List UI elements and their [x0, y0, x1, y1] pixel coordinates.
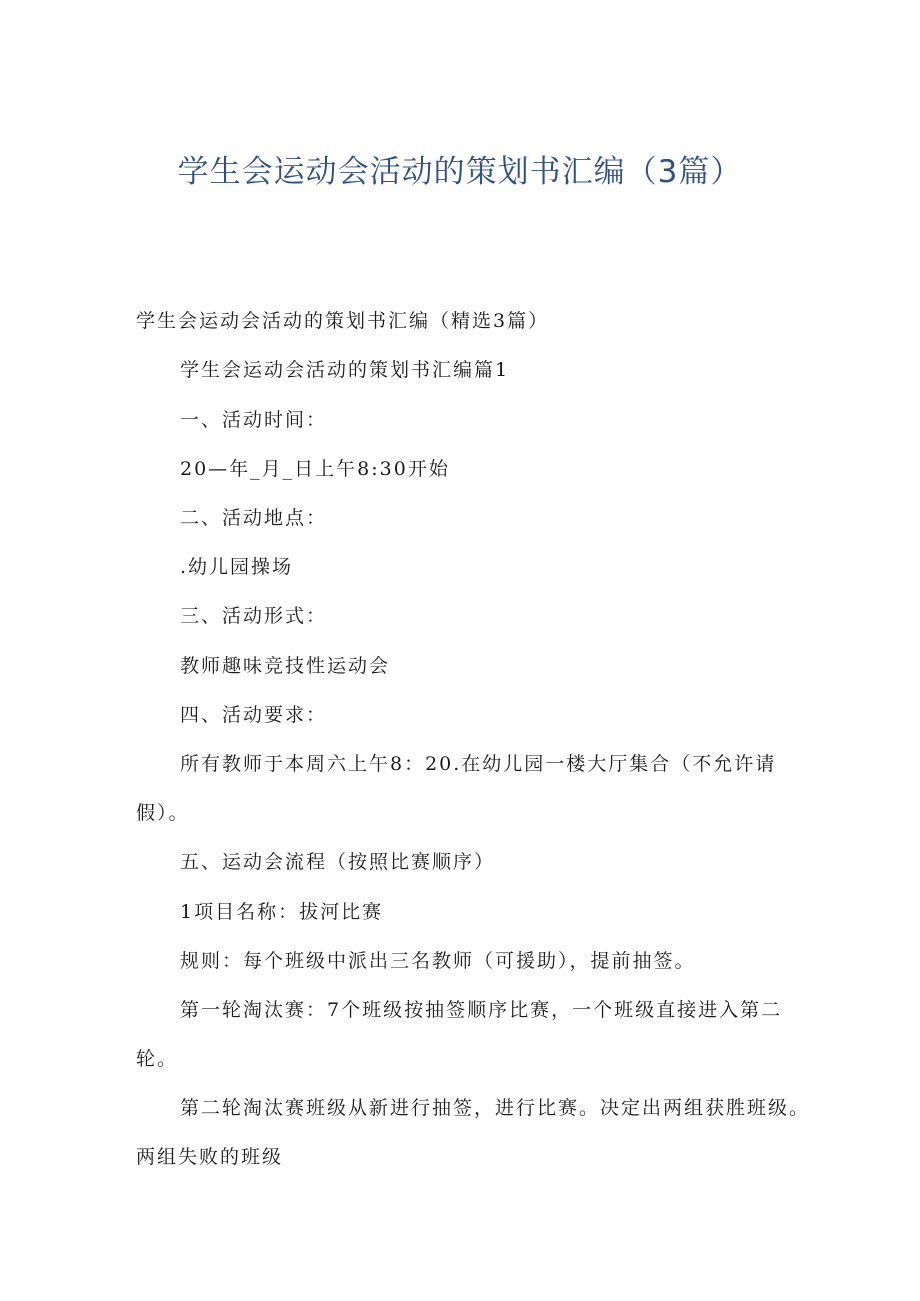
round-two-line-continued: 两组失败的班级 [136, 1146, 284, 1168]
heading-sports-process: 五、运动会流程（按照比赛顺序） [180, 851, 496, 873]
item-name-line: 1项目名称：拔河比赛 [180, 901, 384, 923]
requirements-text-continued: 假）。 [136, 802, 190, 824]
document-title: 学生会运动会活动的策划书汇编（3篇） [177, 154, 743, 190]
heading-activity-requirements: 四、活动要求： [180, 704, 328, 726]
round-one-line-continued: 轮。 [136, 1048, 179, 1070]
activity-form-value: 教师趣味竞技性运动会 [180, 655, 391, 677]
round-one-line: 第一轮淘汰赛：7个班级按抽签顺序比赛，一个班级直接进入第二 [180, 999, 783, 1021]
heading-activity-form: 三、活动形式： [180, 605, 328, 627]
activity-location-value: .幼儿园操场 [180, 556, 294, 578]
section-heading: 学生会运动会活动的策划书汇编篇1 [180, 359, 510, 381]
requirements-text: 所有教师于本周六上午8：20.在幼儿园一楼大厅集合（不允许请 [180, 753, 777, 775]
round-two-line: 第二轮淘汰赛班级从新进行抽签，进行比赛。决定出两组获胜班级。 [180, 1097, 811, 1119]
heading-activity-location: 二、活动地点： [180, 507, 328, 529]
activity-time-value: 20—年_月_日上午8:30开始 [180, 458, 450, 480]
heading-activity-time: 一、活动时间： [180, 409, 328, 431]
subtitle-line: 学生会运动会活动的策划书汇编（精选3篇） [136, 310, 550, 332]
rules-line: 规则：每个班级中派出三名教师（可援助），提前抽签。 [180, 950, 696, 972]
